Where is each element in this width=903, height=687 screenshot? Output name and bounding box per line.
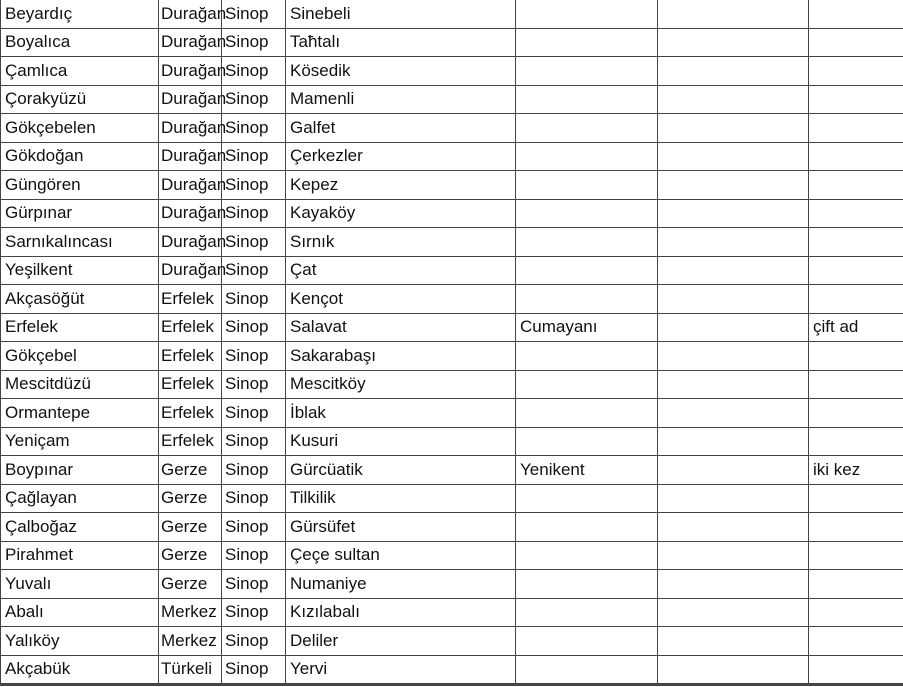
village-name-cell: Abalı bbox=[1, 598, 159, 627]
alt-name-cell: Yenikent bbox=[516, 456, 658, 485]
table-row bbox=[1, 427, 903, 456]
extra-cell bbox=[658, 342, 809, 371]
note-cell bbox=[809, 85, 903, 114]
note-cell bbox=[809, 513, 903, 542]
province-cell: Sinop bbox=[222, 171, 286, 200]
table-row bbox=[1, 285, 903, 314]
province-cell: Sinop bbox=[222, 228, 286, 257]
table-row bbox=[1, 627, 903, 656]
alt-name-cell bbox=[516, 627, 658, 656]
province-cell: Sinop bbox=[222, 484, 286, 513]
old-name-cell: İblak bbox=[286, 399, 516, 428]
district-cell: Erfelek bbox=[159, 313, 222, 342]
province-cell: Sinop bbox=[222, 570, 286, 599]
alt-name-cell bbox=[516, 399, 658, 428]
extra-cell bbox=[658, 0, 809, 28]
alt-name-cell bbox=[516, 28, 658, 57]
village-name-cell: Yalıköy bbox=[1, 627, 159, 656]
district-cell: Merkez bbox=[159, 598, 222, 627]
table-row bbox=[1, 114, 903, 143]
village-name-cell: Çağlayan bbox=[1, 484, 159, 513]
district-cell: Durağan bbox=[159, 199, 222, 228]
village-name-cell: Güngören bbox=[1, 171, 159, 200]
province-cell: Sinop bbox=[222, 114, 286, 143]
alt-name-cell bbox=[516, 114, 658, 143]
alt-name-cell bbox=[516, 342, 658, 371]
alt-name-cell bbox=[516, 85, 658, 114]
note-cell bbox=[809, 342, 903, 371]
extra-cell bbox=[658, 370, 809, 399]
note-cell bbox=[809, 199, 903, 228]
note-cell bbox=[809, 28, 903, 57]
district-cell: Merkez bbox=[159, 627, 222, 656]
extra-cell bbox=[658, 199, 809, 228]
district-cell: Durağan bbox=[159, 142, 222, 171]
alt-name-cell bbox=[516, 0, 658, 28]
district-cell: Durağan bbox=[159, 228, 222, 257]
note-cell bbox=[809, 57, 903, 86]
extra-cell bbox=[658, 85, 809, 114]
table-row bbox=[1, 313, 903, 342]
old-name-cell: Gürsüfet bbox=[286, 513, 516, 542]
old-name-cell: Mescitköy bbox=[286, 370, 516, 399]
village-name-cell: Yuvalı bbox=[1, 570, 159, 599]
village-name-cell: Ormantepe bbox=[1, 399, 159, 428]
note-cell bbox=[809, 570, 903, 599]
extra-cell bbox=[658, 655, 809, 685]
old-name-cell: Gürcüatik bbox=[286, 456, 516, 485]
old-name-cell: Kayaköy bbox=[286, 199, 516, 228]
alt-name-cell bbox=[516, 570, 658, 599]
table-row bbox=[1, 598, 903, 627]
alt-name-cell bbox=[516, 256, 658, 285]
district-cell: Durağan bbox=[159, 28, 222, 57]
old-name-cell: Kızılabalı bbox=[286, 598, 516, 627]
extra-cell bbox=[658, 456, 809, 485]
note-cell bbox=[809, 598, 903, 627]
province-cell: Sinop bbox=[222, 142, 286, 171]
extra-cell bbox=[658, 171, 809, 200]
table-row bbox=[1, 655, 903, 685]
district-cell: Erfelek bbox=[159, 342, 222, 371]
table-row bbox=[1, 541, 903, 570]
province-cell: Sinop bbox=[222, 0, 286, 28]
village-name-cell: Boyalıca bbox=[1, 28, 159, 57]
old-name-cell: Çerkezler bbox=[286, 142, 516, 171]
table-body bbox=[1, 0, 903, 685]
extra-cell bbox=[658, 28, 809, 57]
table-row bbox=[1, 28, 903, 57]
note-cell bbox=[809, 256, 903, 285]
alt-name-cell bbox=[516, 513, 658, 542]
extra-cell bbox=[658, 57, 809, 86]
alt-name-cell: Cumayanı bbox=[516, 313, 658, 342]
old-name-cell: Sakarabaşı bbox=[286, 342, 516, 371]
alt-name-cell bbox=[516, 228, 658, 257]
note-cell bbox=[809, 285, 903, 314]
province-cell: Sinop bbox=[222, 85, 286, 114]
note-cell bbox=[809, 114, 903, 143]
province-cell: Sinop bbox=[222, 456, 286, 485]
old-name-cell: Kösedik bbox=[286, 57, 516, 86]
extra-cell bbox=[658, 256, 809, 285]
village-name-cell: Pirahmet bbox=[1, 541, 159, 570]
note-cell bbox=[809, 370, 903, 399]
village-name-cell: Gökçebelen bbox=[1, 114, 159, 143]
district-cell: Gerze bbox=[159, 570, 222, 599]
old-name-cell: Salavat bbox=[286, 313, 516, 342]
extra-cell bbox=[658, 541, 809, 570]
extra-cell bbox=[658, 399, 809, 428]
village-name-cell: Çalboğaz bbox=[1, 513, 159, 542]
village-name-cell: Gürpınar bbox=[1, 199, 159, 228]
extra-cell bbox=[658, 627, 809, 656]
note-cell bbox=[809, 171, 903, 200]
note-cell bbox=[809, 399, 903, 428]
extra-cell bbox=[658, 513, 809, 542]
village-name-cell: Yeniçam bbox=[1, 427, 159, 456]
district-cell: Türkeli bbox=[159, 655, 222, 685]
district-cell: Erfelek bbox=[159, 370, 222, 399]
old-name-cell: Deliler bbox=[286, 627, 516, 656]
district-cell: Durağan bbox=[159, 85, 222, 114]
extra-cell bbox=[658, 570, 809, 599]
province-cell: Sinop bbox=[222, 57, 286, 86]
province-cell: Sinop bbox=[222, 598, 286, 627]
district-cell: Gerze bbox=[159, 513, 222, 542]
province-cell: Sinop bbox=[222, 655, 286, 685]
table-row bbox=[1, 85, 903, 114]
table-row bbox=[1, 256, 903, 285]
table-row bbox=[1, 370, 903, 399]
extra-cell bbox=[658, 114, 809, 143]
note-cell: iki kez bbox=[809, 456, 903, 485]
village-name-cell: Sarnıkalıncası bbox=[1, 228, 159, 257]
province-cell: Sinop bbox=[222, 541, 286, 570]
district-cell: Durağan bbox=[159, 171, 222, 200]
village-name-cell: Beyardıç bbox=[1, 0, 159, 28]
village-name-cell: Akçasöğüt bbox=[1, 285, 159, 314]
old-name-cell: Kençot bbox=[286, 285, 516, 314]
old-name-cell: Kepez bbox=[286, 171, 516, 200]
note-cell bbox=[809, 0, 903, 28]
old-name-cell: Taħtalı bbox=[286, 28, 516, 57]
table-row bbox=[1, 171, 903, 200]
table-row bbox=[1, 228, 903, 257]
note-cell bbox=[809, 427, 903, 456]
table-row bbox=[1, 570, 903, 599]
province-cell: Sinop bbox=[222, 427, 286, 456]
alt-name-cell bbox=[516, 142, 658, 171]
table-row bbox=[1, 456, 903, 485]
extra-cell bbox=[658, 142, 809, 171]
note-cell bbox=[809, 484, 903, 513]
province-cell: Sinop bbox=[222, 370, 286, 399]
table-row bbox=[1, 484, 903, 513]
old-name-cell: Galfet bbox=[286, 114, 516, 143]
province-cell: Sinop bbox=[222, 313, 286, 342]
alt-name-cell bbox=[516, 57, 658, 86]
old-name-cell: Çeçe sultan bbox=[286, 541, 516, 570]
extra-cell bbox=[658, 313, 809, 342]
old-name-cell: Mamenli bbox=[286, 85, 516, 114]
note-cell bbox=[809, 655, 903, 685]
province-cell: Sinop bbox=[222, 627, 286, 656]
district-cell: Gerze bbox=[159, 456, 222, 485]
table-row bbox=[1, 199, 903, 228]
note-cell bbox=[809, 228, 903, 257]
old-name-cell: Sırnık bbox=[286, 228, 516, 257]
note-cell bbox=[809, 627, 903, 656]
extra-cell bbox=[658, 484, 809, 513]
village-name-cell: Boypınar bbox=[1, 456, 159, 485]
province-cell: Sinop bbox=[222, 342, 286, 371]
district-cell: Erfelek bbox=[159, 285, 222, 314]
district-cell: Durağan bbox=[159, 114, 222, 143]
alt-name-cell bbox=[516, 285, 658, 314]
note-cell bbox=[809, 142, 903, 171]
old-name-cell: Tilkilik bbox=[286, 484, 516, 513]
extra-cell bbox=[658, 285, 809, 314]
village-name-cell: Gökçebel bbox=[1, 342, 159, 371]
district-cell: Gerze bbox=[159, 541, 222, 570]
district-cell: Erfelek bbox=[159, 399, 222, 428]
table-row bbox=[1, 57, 903, 86]
extra-cell bbox=[658, 228, 809, 257]
district-cell: Durağan bbox=[159, 57, 222, 86]
village-name-cell: Çorakyüzü bbox=[1, 85, 159, 114]
province-cell: Sinop bbox=[222, 513, 286, 542]
old-name-cell: Sinebeli bbox=[286, 0, 516, 28]
alt-name-cell bbox=[516, 655, 658, 685]
alt-name-cell bbox=[516, 427, 658, 456]
alt-name-cell bbox=[516, 541, 658, 570]
old-name-cell: Çat bbox=[286, 256, 516, 285]
table-row bbox=[1, 142, 903, 171]
alt-name-cell bbox=[516, 199, 658, 228]
province-cell: Sinop bbox=[222, 28, 286, 57]
village-name-cell: Gökdoğan bbox=[1, 142, 159, 171]
province-cell: Sinop bbox=[222, 399, 286, 428]
province-cell: Sinop bbox=[222, 199, 286, 228]
district-cell: Gerze bbox=[159, 484, 222, 513]
extra-cell bbox=[658, 598, 809, 627]
province-cell: Sinop bbox=[222, 256, 286, 285]
village-name-cell: Yeşilkent bbox=[1, 256, 159, 285]
alt-name-cell bbox=[516, 370, 658, 399]
note-cell bbox=[809, 541, 903, 570]
village-name-cell: Mescitdüzü bbox=[1, 370, 159, 399]
old-name-cell: Kusuri bbox=[286, 427, 516, 456]
district-cell: Durağan bbox=[159, 0, 222, 28]
table-row bbox=[1, 342, 903, 371]
village-name-cell: Çamlıca bbox=[1, 57, 159, 86]
table-row bbox=[1, 0, 903, 28]
note-cell: çift ad bbox=[809, 313, 903, 342]
district-cell: Erfelek bbox=[159, 427, 222, 456]
alt-name-cell bbox=[516, 598, 658, 627]
extra-cell bbox=[658, 427, 809, 456]
old-name-cell: Numaniye bbox=[286, 570, 516, 599]
province-cell: Sinop bbox=[222, 285, 286, 314]
alt-name-cell bbox=[516, 484, 658, 513]
old-name-cell: Yervi bbox=[286, 655, 516, 685]
district-cell: Durağan bbox=[159, 256, 222, 285]
table-row bbox=[1, 399, 903, 428]
table-row bbox=[1, 513, 903, 542]
alt-name-cell bbox=[516, 171, 658, 200]
village-name-cell: Akçabük bbox=[1, 655, 159, 685]
village-name-cell: Erfelek bbox=[1, 313, 159, 342]
